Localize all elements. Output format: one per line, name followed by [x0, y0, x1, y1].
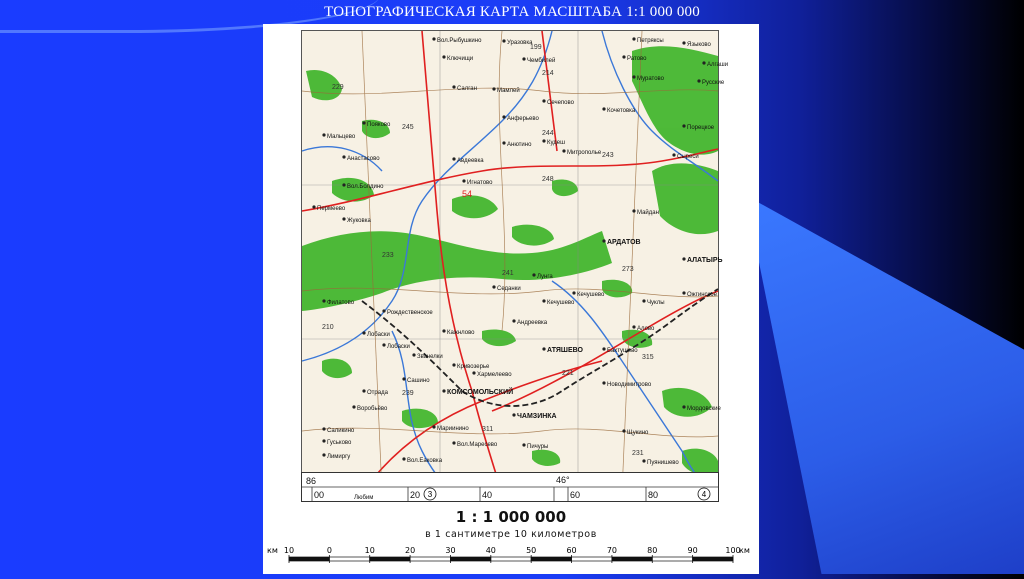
place-label: Пояково — [367, 122, 391, 128]
scale-tick-label: 90 — [687, 546, 698, 555]
settlement-dot — [412, 353, 415, 356]
scale-description: в 1 сантиметре 10 километров — [425, 529, 597, 540]
settlement-dot — [502, 115, 505, 118]
frame-tick-label: 00 — [314, 490, 325, 500]
scale-segment — [289, 557, 329, 561]
place-label: Митрополье — [567, 150, 602, 156]
background-wedge — [754, 200, 1024, 574]
place-label: Порецкое — [687, 125, 715, 131]
place-label: Алгаши — [707, 62, 729, 68]
place-label: Русские — [702, 80, 725, 86]
place-label: Новодимитрово — [607, 382, 652, 388]
scale-segment — [491, 557, 531, 561]
frame-tick-label: 40 — [482, 490, 493, 500]
place-label: Андреевка — [517, 320, 548, 326]
settlement-dot — [572, 291, 575, 294]
place-label: Вол.Болдино — [347, 184, 384, 190]
place-label: Лунга — [537, 274, 553, 280]
settlement-dot — [697, 79, 700, 82]
elevation-label: 244 — [542, 130, 554, 137]
settlement-dot — [522, 57, 525, 60]
settlement-dot — [562, 149, 565, 152]
map-panel — [263, 24, 759, 574]
place-label: Вол.Маресево — [457, 442, 498, 448]
scale-unit-left: км — [267, 546, 278, 555]
elevation-label: 210 — [322, 324, 334, 331]
elevation-label: 248 — [542, 176, 554, 183]
place-label: Воробьёво — [357, 406, 388, 412]
scale-ratio: 1 : 1 000 000 — [455, 508, 567, 526]
settlement-dot — [362, 389, 365, 392]
place-label: ЧАМЗИНКА — [517, 413, 557, 420]
scale-segment — [652, 557, 692, 561]
settlement-dot — [682, 405, 685, 408]
scale-segment — [572, 557, 612, 561]
elevation-label: 199 — [530, 44, 542, 51]
place-label: Пичуры — [527, 444, 549, 450]
place-label: Сашино — [407, 378, 430, 384]
scale-tick-label: 40 — [485, 546, 496, 555]
place-label: АРДАТОВ — [607, 239, 641, 246]
place-label: Кочетовка — [607, 108, 636, 114]
place-label: Кудеш — [547, 140, 565, 146]
scale-segment — [612, 557, 652, 561]
elevation-label: 315 — [642, 354, 654, 361]
settlement-dot — [632, 75, 635, 78]
place-label: Вол.Еаковка — [407, 458, 443, 464]
settlement-dot — [382, 343, 385, 346]
settlement-dot — [382, 309, 385, 312]
frame-latitude-label: 86 — [306, 476, 317, 486]
elevation-label: 273 — [622, 266, 634, 273]
settlement-dot — [672, 153, 675, 156]
place-label: Ключищи — [447, 56, 474, 62]
place-label: Вол.Рыбушкино — [437, 38, 482, 44]
place-label: Авдеевка — [457, 158, 484, 164]
settlement-dot — [322, 439, 325, 442]
place-label: Петряксы — [637, 38, 664, 44]
frame-tick-label: 80 — [648, 490, 659, 500]
place-label: Рождественское — [387, 310, 433, 316]
settlement-dot — [312, 205, 315, 208]
settlement-dot — [622, 429, 625, 432]
place-label: Бахтушево — [607, 348, 638, 354]
settlement-dot — [542, 139, 545, 142]
slide-title: ТОПОГРАФИЧЕСКАЯ КАРТА МАСШТАБА 1:1 000 000 — [324, 4, 700, 20]
scale-segment — [370, 557, 410, 561]
place-label: Отрада — [367, 390, 388, 396]
elevation-label: 233 — [382, 252, 394, 259]
linear-scale-bar — [263, 542, 759, 574]
settlement-dot — [502, 39, 505, 42]
settlement-dot — [362, 121, 365, 124]
settlement-dot — [432, 425, 435, 428]
place-label: АЛАТЫРЬ — [687, 257, 723, 264]
settlement-dot — [542, 99, 545, 102]
frame-river-label: Любим — [354, 495, 374, 501]
settlement-dot — [542, 347, 545, 350]
place-label: Лобаски — [367, 332, 390, 338]
settlement-dot — [442, 55, 445, 58]
settlement-dot — [602, 107, 605, 110]
place-label: Салган — [457, 86, 477, 92]
elevation-label: 229 — [332, 84, 344, 91]
place-label: Щукино — [627, 430, 649, 436]
settlement-dot — [632, 209, 635, 212]
elevation-label: 214 — [542, 70, 554, 77]
map-lower-frame — [301, 472, 719, 502]
elevation-label: 243 — [602, 152, 614, 159]
place-label: Майдан — [637, 210, 659, 216]
place-label: Пуянишево — [647, 460, 679, 466]
settlement-dot — [402, 457, 405, 460]
scale-tick-label: 80 — [647, 546, 658, 555]
settlement-dot — [602, 239, 605, 242]
settlement-dot — [452, 157, 455, 160]
place-label: Кажнлово — [447, 330, 475, 336]
scale-tick-label: 100 — [725, 546, 741, 555]
settlement-dot — [642, 459, 645, 462]
frame-tick-label: 20 — [410, 490, 421, 500]
frame-circled-numbers — [424, 488, 710, 500]
settlement-dot — [522, 443, 525, 446]
place-label: Уразовка — [507, 40, 533, 46]
settlement-dot — [452, 85, 455, 88]
scale-tick-label: 70 — [606, 546, 618, 555]
place-label: Игнатово — [467, 180, 493, 186]
scale-segment — [693, 557, 733, 561]
place-label: Кривозерье — [457, 364, 490, 370]
settlement-dot — [632, 325, 635, 328]
settlement-dot — [452, 441, 455, 444]
settlement-dot — [682, 257, 685, 260]
settlement-dot — [322, 427, 325, 430]
place-label: Языково — [687, 42, 711, 48]
scale-tick-label: 0 — [326, 546, 332, 555]
place-label: Седанки — [497, 286, 521, 292]
settlement-dot — [342, 155, 345, 158]
settlement-dot — [532, 273, 535, 276]
place-label: Филатово — [327, 300, 355, 306]
scale-segment — [531, 557, 571, 561]
place-label: Чуклы — [647, 300, 665, 306]
scale-segment — [410, 557, 450, 561]
settlement-dot — [432, 37, 435, 40]
place-label: КОМСОМОЛЬСКИЙ — [447, 389, 514, 396]
settlement-dot — [362, 331, 365, 334]
place-label: Мариинино — [437, 426, 469, 432]
road-number-label: 54 — [462, 189, 473, 199]
elevation-label: 231 — [632, 450, 644, 457]
place-label: Саликино — [327, 428, 355, 434]
topographic-map — [301, 30, 729, 494]
scale-tick-label: 20 — [404, 546, 416, 555]
settlement-dot — [682, 124, 685, 127]
settlement-dot — [622, 55, 625, 58]
settlement-dot — [352, 405, 355, 408]
settlement-dot — [512, 319, 515, 322]
scale-unit-right: км — [739, 546, 750, 555]
elevation-label: 221 — [562, 370, 574, 377]
place-label: Хармелеево — [477, 372, 512, 378]
elevation-label: 245 — [402, 124, 414, 131]
settlement-dot — [322, 133, 325, 136]
settlement-dot — [452, 363, 455, 366]
settlement-dot — [602, 347, 605, 350]
settlement-dot — [682, 291, 685, 294]
scale-tick-label: 50 — [526, 546, 537, 555]
settlement-dot — [642, 299, 645, 302]
settlement-dot — [342, 183, 345, 186]
place-label: Ожгинское — [687, 292, 717, 298]
place-label: Анастасово — [347, 156, 380, 162]
settlement-dot — [442, 329, 445, 332]
settlement-dot — [702, 61, 705, 64]
elevation-label: 311 — [482, 426, 494, 433]
place-label: Чембилей — [527, 58, 556, 64]
scale-tick-label: 60 — [566, 546, 577, 555]
settlement-dot — [402, 377, 405, 380]
settlement-dot — [322, 299, 325, 302]
place-label: Анютино — [507, 142, 532, 148]
settlement-dot — [322, 453, 325, 456]
frame-tick-label: 60 — [570, 490, 581, 500]
scale-segment — [329, 557, 369, 561]
sheet-number-label: 3 — [427, 490, 433, 499]
place-label: Алово — [637, 326, 655, 332]
linear-scale — [263, 542, 759, 574]
settlement-dot — [602, 381, 605, 384]
place-label: Гуськово — [327, 440, 352, 446]
settlement-dot — [472, 371, 475, 374]
frame-scale-strip — [302, 473, 718, 501]
settlement-dot — [492, 285, 495, 288]
place-label: Мамлей — [497, 88, 520, 94]
scale-tick-label: 10 — [364, 546, 375, 555]
place-label: Звачелки — [417, 354, 443, 360]
place-label: Сечепово — [547, 100, 574, 106]
place-label: Ратово — [627, 56, 647, 62]
settlement-dot — [492, 87, 495, 90]
scale-tick-label: 30 — [445, 546, 456, 555]
settlement-dot — [512, 413, 515, 416]
scale-tick-label: 10 — [283, 546, 295, 555]
settlement-dot — [502, 141, 505, 144]
place-label: Кечушево — [547, 300, 575, 306]
settlement-dot — [542, 299, 545, 302]
elevation-label: 241 — [502, 270, 514, 277]
settlement-dot — [462, 179, 465, 182]
place-label: Пермеево — [317, 206, 346, 212]
settlement-dot — [442, 389, 445, 392]
place-label: Анферьево — [507, 116, 539, 122]
place-label: Мальцево — [327, 134, 356, 140]
settlement-dot — [632, 37, 635, 40]
place-label: АТЯШЕВО — [547, 347, 583, 354]
scale-segment — [450, 557, 490, 561]
place-label: Жуковка — [347, 218, 371, 224]
settlement-dot — [342, 217, 345, 220]
place-label: Сыреси — [677, 154, 699, 160]
place-label: Лимиргу — [327, 454, 351, 460]
place-label: Мордовские — [687, 406, 721, 412]
frame-tick-label: 46° — [556, 475, 570, 485]
place-label: Лобаски — [387, 344, 410, 350]
settlement-dot — [682, 41, 685, 44]
place-label: Муратово — [637, 76, 665, 82]
place-label: Кечушево — [577, 292, 605, 298]
elevation-label: 239 — [402, 390, 414, 397]
sheet-number-label: 4 — [701, 490, 707, 499]
map-canvas — [302, 31, 729, 493]
